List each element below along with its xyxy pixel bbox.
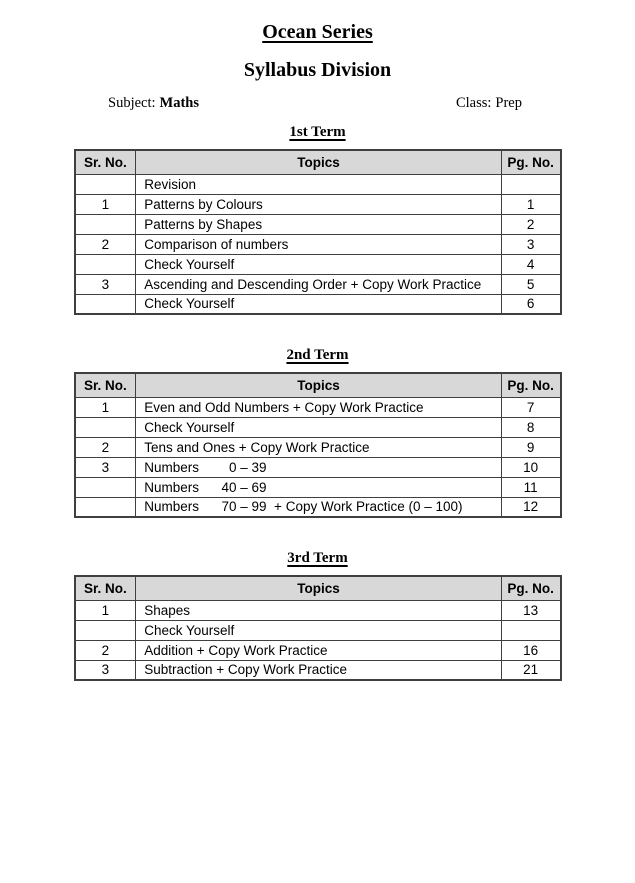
pg-no-cell: 8 <box>501 417 560 437</box>
col-header-pg-no: Pg. No. <box>501 150 560 174</box>
syllabus-table <box>74 149 562 315</box>
table-row <box>75 294 561 314</box>
meta-row <box>0 95 635 112</box>
table-row <box>75 397 561 417</box>
sr-no-cell: 2 <box>75 437 136 457</box>
col-header-sr-no: Sr. No. <box>75 576 136 600</box>
topic-cell: Comparison of numbers <box>136 234 502 254</box>
topic-cell: Numbers 0 – 39 <box>136 457 502 477</box>
pg-no-cell <box>501 620 560 640</box>
col-header-topics: Topics <box>136 576 502 600</box>
col-header-pg-no: Pg. No. <box>501 373 560 397</box>
col-header-pg-no: Pg. No. <box>501 576 560 600</box>
pg-no-cell: 9 <box>501 437 560 457</box>
topic-cell: Addition + Copy Work Practice <box>136 640 502 660</box>
pg-no-cell: 6 <box>501 294 560 314</box>
sr-no-cell <box>75 497 136 517</box>
sr-no-cell: 3 <box>75 274 136 294</box>
topic-cell: Even and Odd Numbers + Copy Work Practice <box>136 397 502 417</box>
col-header-topics: Topics <box>136 150 502 174</box>
sr-no-cell <box>75 294 136 314</box>
col-header-sr-no: Sr. No. <box>75 373 136 397</box>
sr-no-cell <box>75 620 136 640</box>
table-row <box>75 194 561 214</box>
table-row <box>75 620 561 640</box>
topic-cell: Check Yourself <box>136 620 502 640</box>
sr-no-cell: 2 <box>75 640 136 660</box>
pg-no-cell <box>501 174 560 194</box>
table-row <box>75 417 561 437</box>
col-header-sr-no: Sr. No. <box>75 150 136 174</box>
pg-no-cell: 2 <box>501 214 560 234</box>
class-value: Prep <box>495 95 522 111</box>
topic-cell: Patterns by Colours <box>136 194 502 214</box>
topic-cell: Tens and Ones + Copy Work Practice <box>136 437 502 457</box>
topic-cell: Shapes <box>136 600 502 620</box>
sr-no-cell <box>75 174 136 194</box>
sr-no-cell: 1 <box>75 600 136 620</box>
doc-title <box>0 0 635 44</box>
sr-no-cell <box>75 214 136 234</box>
subject-label: Subject: <box>108 95 156 111</box>
pg-no-cell: 21 <box>501 660 560 680</box>
term-section <box>0 123 635 315</box>
pg-no-cell: 16 <box>501 640 560 660</box>
pg-no-cell: 4 <box>501 254 560 274</box>
topic-cell: Numbers 40 – 69 <box>136 477 502 497</box>
topic-cell: Check Yourself <box>136 254 502 274</box>
table-row <box>75 174 561 194</box>
sr-no-cell: 3 <box>75 660 136 680</box>
table-body <box>75 174 561 314</box>
topic-cell: Numbers 70 – 99 + Copy Work Practice (0 – 100) <box>136 497 502 517</box>
pg-no-cell: 13 <box>501 600 560 620</box>
topic-cell: Check Yourself <box>136 294 502 314</box>
term-section <box>0 549 635 681</box>
topic-cell: Patterns by Shapes <box>136 214 502 234</box>
table-row <box>75 477 561 497</box>
pg-no-cell: 10 <box>501 457 560 477</box>
table-row <box>75 274 561 294</box>
class-label: Class: <box>455 95 492 111</box>
table-row <box>75 640 561 660</box>
subject-value: Maths <box>159 95 200 111</box>
sr-no-cell <box>75 417 136 437</box>
term-section <box>0 346 635 518</box>
table-row <box>75 457 561 477</box>
sr-no-cell <box>75 477 136 497</box>
topic-cell: Ascending and Descending Order + Copy Work Practice <box>136 274 502 294</box>
subject-field <box>108 95 199 112</box>
term-heading: 1st Term <box>289 124 346 140</box>
pg-no-cell: 11 <box>501 477 560 497</box>
term-heading: 3rd Term <box>287 550 348 566</box>
table-row <box>75 234 561 254</box>
table-row <box>75 254 561 274</box>
table-header-row <box>75 576 561 600</box>
syllabus-table <box>74 575 562 681</box>
class-field <box>456 95 522 112</box>
table-header-row <box>75 373 561 397</box>
pg-no-cell: 12 <box>501 497 560 517</box>
sr-no-cell <box>75 254 136 274</box>
table-body <box>75 397 561 517</box>
pg-no-cell: 5 <box>501 274 560 294</box>
sr-no-cell: 1 <box>75 194 136 214</box>
terms-container <box>0 123 635 681</box>
table-row <box>75 497 561 517</box>
pg-no-cell: 1 <box>501 194 560 214</box>
pg-no-cell: 3 <box>501 234 560 254</box>
table-row <box>75 214 561 234</box>
topic-cell: Subtraction + Copy Work Practice <box>136 660 502 680</box>
doc-subtitle: Syllabus Division <box>243 59 392 81</box>
doc-title-text: Ocean Series <box>262 21 373 43</box>
table-header-row <box>75 150 561 174</box>
term-heading: 2nd Term <box>286 347 349 363</box>
topic-cell: Check Yourself <box>136 417 502 437</box>
sr-no-cell: 3 <box>75 457 136 477</box>
sr-no-cell: 1 <box>75 397 136 417</box>
syllabus-table <box>74 372 562 518</box>
table-row <box>75 600 561 620</box>
table-row <box>75 660 561 680</box>
sr-no-cell: 2 <box>75 234 136 254</box>
pg-no-cell: 7 <box>501 397 560 417</box>
table-row <box>75 437 561 457</box>
topic-cell: Revision <box>136 174 502 194</box>
col-header-topics: Topics <box>136 373 502 397</box>
table-body <box>75 600 561 680</box>
